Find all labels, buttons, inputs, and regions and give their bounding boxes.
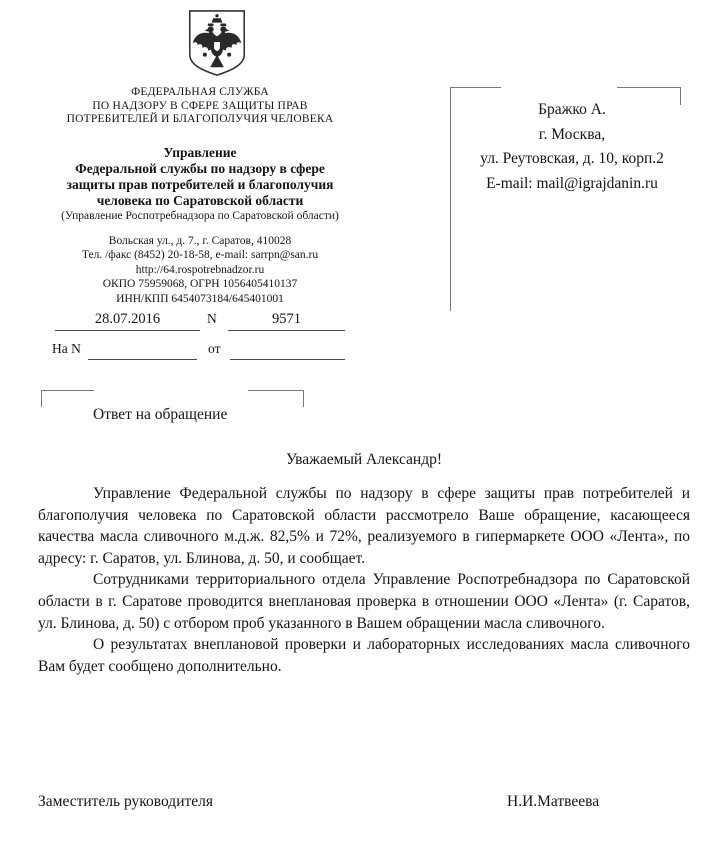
letterhead (30, 86, 370, 306)
recipient-block (450, 98, 694, 196)
reply-date-underline (230, 359, 345, 360)
office-name-line: Управление (163, 144, 237, 160)
agency-name-line: ФЕДЕРАЛЬНАЯ СЛУЖБА (131, 86, 269, 98)
subject-zone-bracket-left (41, 390, 94, 407)
contact-line-website: http://64.rospotrebnadzor.ru (135, 263, 265, 276)
contact-line-okpo-ogrn: ОКПО 75959068, ОГРН 1056405410137 (102, 278, 298, 290)
number-underline (228, 330, 345, 331)
document-date: 28.07.2016 (94, 311, 161, 327)
recipient-email: E-mail: mail@igrajdanin.ru (486, 174, 658, 192)
contact-line-address: Вольская ул., д. 7., г. Саратов, 410028 (108, 234, 292, 247)
agency-name-line: ПО НАДЗОРУ В СФЕРЕ ЗАЩИТЫ ПРАВ (92, 99, 308, 112)
signature-name: Н.И.Матвеева (507, 793, 600, 810)
office-name-line: человека по Саратовской области (96, 192, 304, 208)
recipient-street: ул. Реутовская, д. 10, корп.2 (480, 150, 664, 167)
body-paragraph: Сотрудниками территориального отдела Управление Роспотребнадзора по Саратовской области в г. Саратове проводится внеплановая проверка в отношении ООО «Лента» (г. Саратов, ул. Блинова, д. 50) с отбором проб указанного в Вашем обращении масла сливочного. (38, 571, 690, 632)
coat-of-arms-icon (185, 8, 249, 78)
contact-line-inn-kpp: ИНН/КПП 6454073184/645401001 (116, 292, 284, 305)
salutation: Уважаемый Александр! (285, 451, 443, 468)
body-paragraph: О результатах внеплановой проверки и лабораторных исследованиях масла сливочного Вам будет сообщено дополнительно. (38, 636, 690, 675)
subject-line: Ответ на обращение (93, 406, 228, 423)
date-underline (55, 330, 200, 331)
contact-block (30, 234, 370, 307)
document-number: 9571 (272, 311, 301, 327)
agency-name (30, 86, 370, 127)
agency-name-line: ПОТРЕБИТЕЛЕЙ И БЛАГОПОЛУЧИЯ ЧЕЛОВЕКА (66, 113, 334, 125)
recipient-city: г. Москва, (538, 125, 606, 143)
body-paragraph: Управление Федеральной службы по надзору в сфере защиты прав потребителей и благополучия человека по Саратовской области рассмотрело Ваше обращение, касающееся качества масла сливочного м.д.ж. 82,5% и 72%, реализуемого в гипермаркете ООО «Лента», по адресу: г. Саратов, ул. Блинова, д. 50, и сообщает. (38, 485, 690, 567)
subject-zone-bracket-right (248, 390, 304, 407)
reply-number-underline (88, 359, 197, 360)
recipient-name: Бражко А. (538, 101, 606, 118)
office-name (30, 145, 370, 209)
office-name-line: Федеральной службы по надзору в сфере (75, 160, 325, 176)
signature-title: Заместитель руководителя (38, 793, 214, 810)
contact-line-phone-email: Тел. /факс (8452) 20-18-58, e-mail: sarrpn@san.ru (81, 249, 319, 261)
reply-date-label: от (208, 341, 221, 356)
reply-number-label: На N (52, 341, 81, 356)
letter-body (38, 483, 690, 677)
office-short-name: (Управление Роспотребнадзора по Саратовской области) (61, 209, 339, 222)
office-name-line: защиты прав потребителей и благополучия (66, 176, 334, 192)
number-label: N (207, 311, 217, 326)
